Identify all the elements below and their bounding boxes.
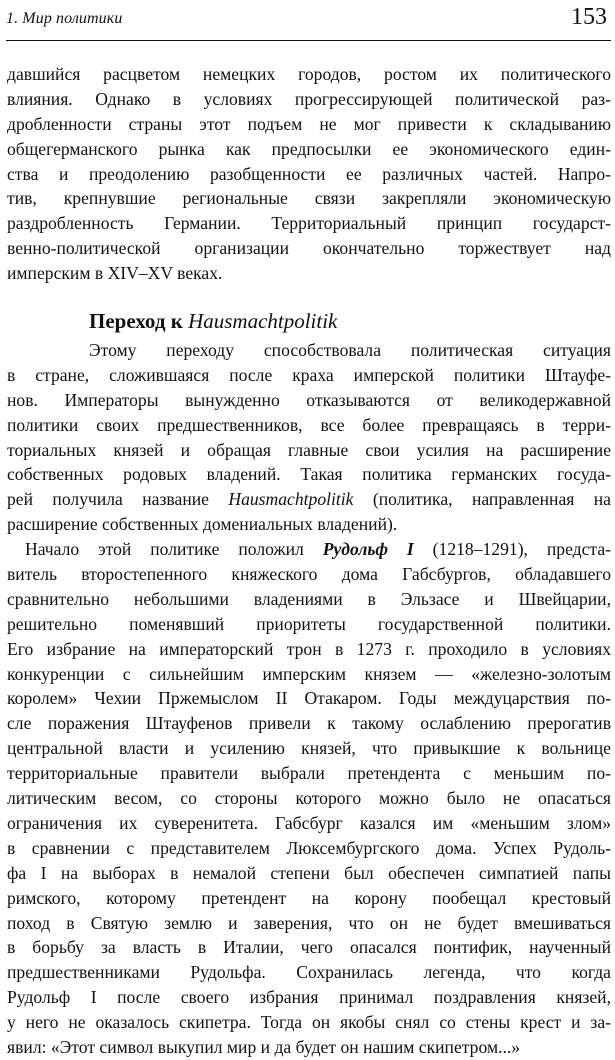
spacer: [7, 286, 611, 304]
text-line: политики своих предшественников, все более превращаясь в терри-: [7, 414, 611, 435]
person-name: Рудольф I: [322, 539, 414, 560]
text-line: у него не оказалось скипетра. Тогда он якобы снял со стены крест и за-: [7, 1012, 611, 1033]
text-line: Рудольф I после своего избрания принимал поздравления князей,: [7, 987, 611, 1008]
text-segment: Начало этой политике положил: [25, 539, 323, 560]
text-line: ториальных князей и обращая главные свои усилия на расширение: [7, 439, 611, 460]
text-line: [7, 487, 611, 512]
text-segment: рей получила название: [7, 489, 229, 510]
text-line: в сравнении с представителем Люксембургского дома. Успех Рудоль-: [7, 837, 611, 858]
text-line: территориальные правители выбрали претендента с меньшим по-: [7, 763, 611, 784]
text-line: королем» Чехии Пржемыслом II Отакаром. Годы междуцарствия по-: [7, 688, 611, 709]
section-heading: [7, 304, 611, 338]
text-line: собственных родовых владений. Такая политика германских госуда-: [7, 464, 611, 485]
text-line: венно-политической организации окончательно торжествует над: [7, 238, 611, 259]
text-line: общегерманского рынка как предпосылки ее экономического един-: [7, 138, 611, 159]
text-line: нов. Императоры вынужденно отказываются от великодержавной: [7, 389, 611, 410]
text-line: Его избрание на императорский трон в 1273 г. проходило в условиях: [7, 638, 611, 659]
text-line: тив, крепнувшие региональные связи закрепляли экономическую: [7, 188, 611, 209]
text-line: дробленности страны этот подъем не мог привести к складыванию: [7, 113, 611, 134]
text-line: давшийся расцветом немецких городов, ростом их политического: [7, 64, 611, 84]
text-line: сле поражения Штауфенов привели к такому ослаблению прерогатив: [7, 713, 611, 734]
text-line: явил: «Этот символ выкупил мир и да будет он нашим скипетром...»: [7, 1036, 521, 1057]
text-line: [7, 537, 611, 562]
text-line: витель второстепенного княжеского дома Габсбургов, обладавшего: [7, 564, 611, 585]
text-line: поход в Святую землю и заверения, что он не будет вмешиваться: [7, 912, 611, 933]
page-body: [7, 62, 611, 1060]
page-header: [6, 0, 611, 41]
text-line: решительно поменявший приоритеты государственной политики.: [7, 613, 611, 634]
heading-term: Hausmachtpolitik: [188, 309, 338, 334]
text-line: влияния. Однако в условиях прогрессирующей политической раз-: [7, 88, 611, 109]
text-line: ства и преодолению разобщенности ее различных частей. Напро-: [7, 163, 611, 184]
text-line: сравнительно небольшими владениями в Эльзасе и Швейцарии,: [7, 588, 611, 609]
page-number: 153: [571, 4, 607, 30]
text-line: фа I на выборах в немалой степени был обеспечен симпатией папы: [7, 862, 611, 883]
running-head: 1. Мир политики: [6, 10, 123, 27]
text-line: расширение собственных домениальных владений).: [7, 514, 398, 535]
text-line: ограничения их суверенитета. Габсбург казался им «меньшим злом»: [7, 812, 611, 833]
text-line: в борьбу за власть в Италии, чего опасался понтифик, наученный: [7, 937, 611, 958]
heading-prefix: Переход к: [89, 309, 189, 334]
text-line: конкуренции с сильнейшим имперским князем — «железно-золотым: [7, 663, 611, 684]
text-segment: (политика, направленная на: [353, 489, 611, 510]
text-line: литическим весом, со стороны которого можно было не опасаться: [7, 788, 611, 809]
text-line: римского, которому претендент на корону пообещал крестовый: [7, 887, 611, 908]
text-line: Этому переходу способствовала политическая ситуация: [89, 340, 611, 361]
text-line: центральной власти и усилению князей, что привыкшие к вольнице: [7, 738, 611, 759]
term-italic: Hausmachtpolitik: [228, 489, 354, 510]
text-line: в стране, сложившаяся после краха имперской политики Штауфе-: [7, 364, 611, 385]
text-segment: (1218–1291), предста-: [413, 539, 611, 560]
text-line: имперским в XIV–XV веках.: [7, 263, 223, 284]
text-line: предшественниками Рудольфа. Сохранилась легенда, что когда: [7, 962, 611, 983]
text-line: раздробленность Германии. Территориальный принцип государст-: [7, 213, 611, 234]
